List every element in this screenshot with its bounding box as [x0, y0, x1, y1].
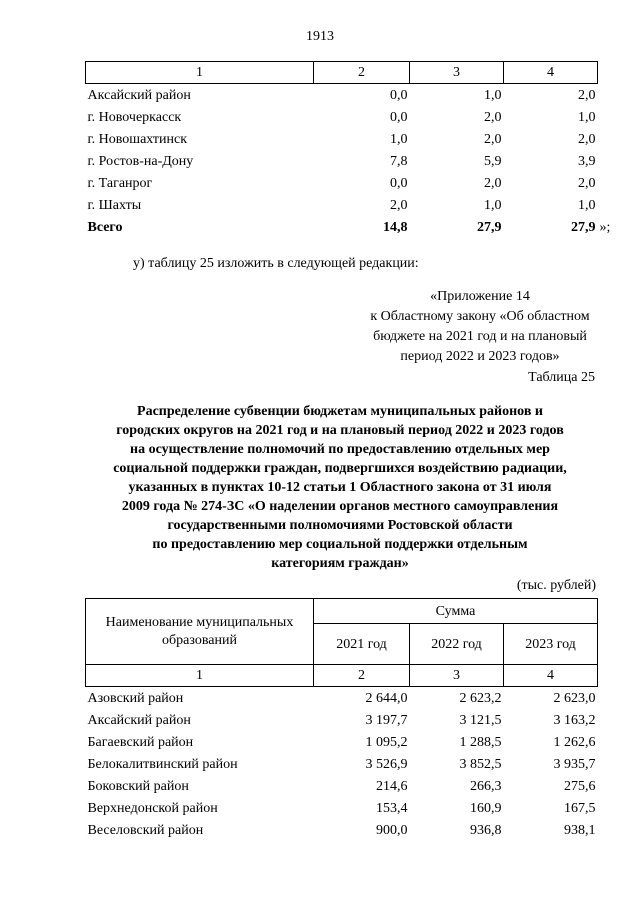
row-name: г. Новочеркасск	[87, 109, 182, 125]
row-name: Аксайский район	[87, 87, 191, 103]
column-number: 2	[314, 665, 410, 687]
appendix-line: к Областному закону «Об областном	[370, 309, 590, 324]
row-value: 1 288,5	[459, 734, 502, 750]
column-number: 3	[410, 62, 504, 84]
table-row	[86, 106, 598, 128]
title-line: на осуществление полномочий по предоставлению отдельных мер	[130, 442, 550, 457]
header-name: Наименование муниципальных образований	[86, 599, 314, 665]
header-year: 2022 год	[410, 624, 504, 665]
row-value: 5,9	[484, 153, 502, 169]
row-value: 936,8	[470, 822, 502, 838]
row-name: г. Таганрог	[87, 175, 153, 191]
row-name: Верхнедонской район	[87, 800, 218, 816]
row-value: 0,0	[390, 87, 408, 103]
row-value: 2 644,0	[365, 690, 408, 706]
column-number: 4	[504, 62, 598, 84]
table-row	[86, 709, 598, 731]
row-value: 3,9	[578, 153, 596, 169]
row-value: 2 623,2	[459, 690, 502, 706]
title-line: категориям граждан»	[271, 556, 409, 571]
row-value: 167,5	[564, 800, 596, 816]
row-value: 1,0	[578, 197, 596, 213]
row-value: 2,0	[390, 197, 408, 213]
row-name: Багаевский район	[87, 734, 194, 750]
row-value: 214,6	[376, 778, 408, 794]
table-25	[85, 598, 598, 841]
row-value: 3 526,9	[365, 756, 408, 772]
row-value: 0,0	[390, 175, 408, 191]
total-value-cell	[504, 216, 611, 238]
row-value: 266,3	[470, 778, 502, 794]
appendix-line: «Приложение 14	[430, 289, 530, 304]
row-value: 0,0	[390, 109, 408, 125]
title-line: указанных в пунктах 10-12 статьи 1 Областного закона от 31 июля	[128, 480, 552, 495]
row-value: 160,9	[470, 800, 502, 816]
table-row	[86, 84, 598, 107]
row-value: 275,6	[564, 778, 596, 794]
row-value: 2,0	[484, 131, 502, 147]
appendix-line: бюджете на 2021 год и на плановый	[373, 329, 587, 344]
title-line: социальной поддержки граждан, подвергшихся воздействию радиации,	[113, 461, 567, 476]
table-row	[86, 775, 598, 797]
document-title	[60, 402, 620, 573]
instruction-text: у) таблицу 25 изложить в следующей редакции:	[133, 256, 419, 271]
units-label: (тыс. рублей)	[516, 578, 596, 593]
row-name: Боковский район	[87, 778, 189, 794]
column-number: 2	[314, 62, 410, 84]
table-row	[86, 150, 598, 172]
row-value: 3 121,5	[459, 712, 502, 728]
column-number: 1	[86, 62, 314, 84]
column-number: 4	[504, 665, 598, 687]
row-value: 2,0	[484, 175, 502, 191]
row-name: г. Ростов-на-Дону	[87, 153, 194, 169]
row-value: 1,0	[578, 109, 596, 125]
row-name: Веселовский район	[87, 822, 204, 838]
row-value: 3 935,7	[553, 756, 596, 772]
row-value: 938,1	[564, 822, 596, 838]
table-row	[86, 128, 598, 150]
row-name: Белокалитвинский район	[87, 756, 238, 772]
row-name: Аксайский район	[87, 712, 191, 728]
page-number: 1913	[306, 29, 334, 44]
table-column-numbers	[86, 665, 598, 687]
table-row	[86, 797, 598, 819]
table-continuation	[85, 61, 611, 238]
total-value: 27,9	[477, 219, 502, 235]
title-line: государственными полномочиями Ростовской области	[167, 518, 513, 533]
row-value: 2,0	[578, 175, 596, 191]
table-header-row	[86, 62, 598, 84]
row-name: г. Новошахтинск	[87, 131, 188, 147]
column-number: 1	[86, 665, 314, 687]
column-number: 3	[410, 665, 504, 687]
total-value: 27,9	[571, 219, 596, 235]
row-name: Азовский район	[87, 690, 184, 706]
table-row	[86, 731, 598, 753]
table-row	[86, 172, 598, 194]
title-line: 2009 года № 274-ЗС «О наделении органов местного самоуправления	[121, 499, 559, 514]
total-label: Всего	[87, 219, 123, 235]
appendix-block	[330, 287, 630, 367]
row-value: 1,0	[484, 87, 502, 103]
row-value: 2,0	[578, 87, 596, 103]
table-label: Таблица 25	[528, 370, 595, 385]
header-year: 2021 год	[314, 624, 410, 665]
row-value: 2,0	[578, 131, 596, 147]
appendix-line: период 2022 и 2023 годов»	[400, 349, 560, 364]
table-row	[86, 194, 598, 216]
title-line: городских округов на 2021 год и на плановый период 2022 и 2023 годов	[116, 423, 564, 438]
title-line: по предоставлению мер социальной поддержки отдельным	[152, 537, 528, 552]
row-value: 3 197,7	[365, 712, 408, 728]
total-value: 14,8	[383, 219, 408, 235]
row-value: 1,0	[484, 197, 502, 213]
row-value: 3 163,2	[553, 712, 596, 728]
row-value: 1,0	[390, 131, 408, 147]
title-line: Распределение субвенции бюджетам муниципальных районов и	[137, 404, 543, 419]
table-row	[86, 819, 598, 841]
row-value: 1 095,2	[365, 734, 408, 750]
header-year: 2023 год	[504, 624, 598, 665]
header-sum: Сумма	[314, 599, 598, 624]
row-value: 2,0	[484, 109, 502, 125]
table-header-row	[86, 599, 598, 624]
table-row	[86, 687, 598, 710]
table-row	[86, 753, 598, 775]
total-row	[86, 216, 598, 238]
row-value: 7,8	[390, 153, 408, 169]
row-value: 1 262,6	[553, 734, 596, 750]
row-value: 3 852,5	[459, 756, 502, 772]
row-value: 900,0	[376, 822, 408, 838]
row-value: 2 623,0	[553, 690, 596, 706]
closing-quote: »;	[599, 219, 611, 235]
row-value: 153,4	[376, 800, 408, 816]
row-name: г. Шахты	[87, 197, 142, 213]
